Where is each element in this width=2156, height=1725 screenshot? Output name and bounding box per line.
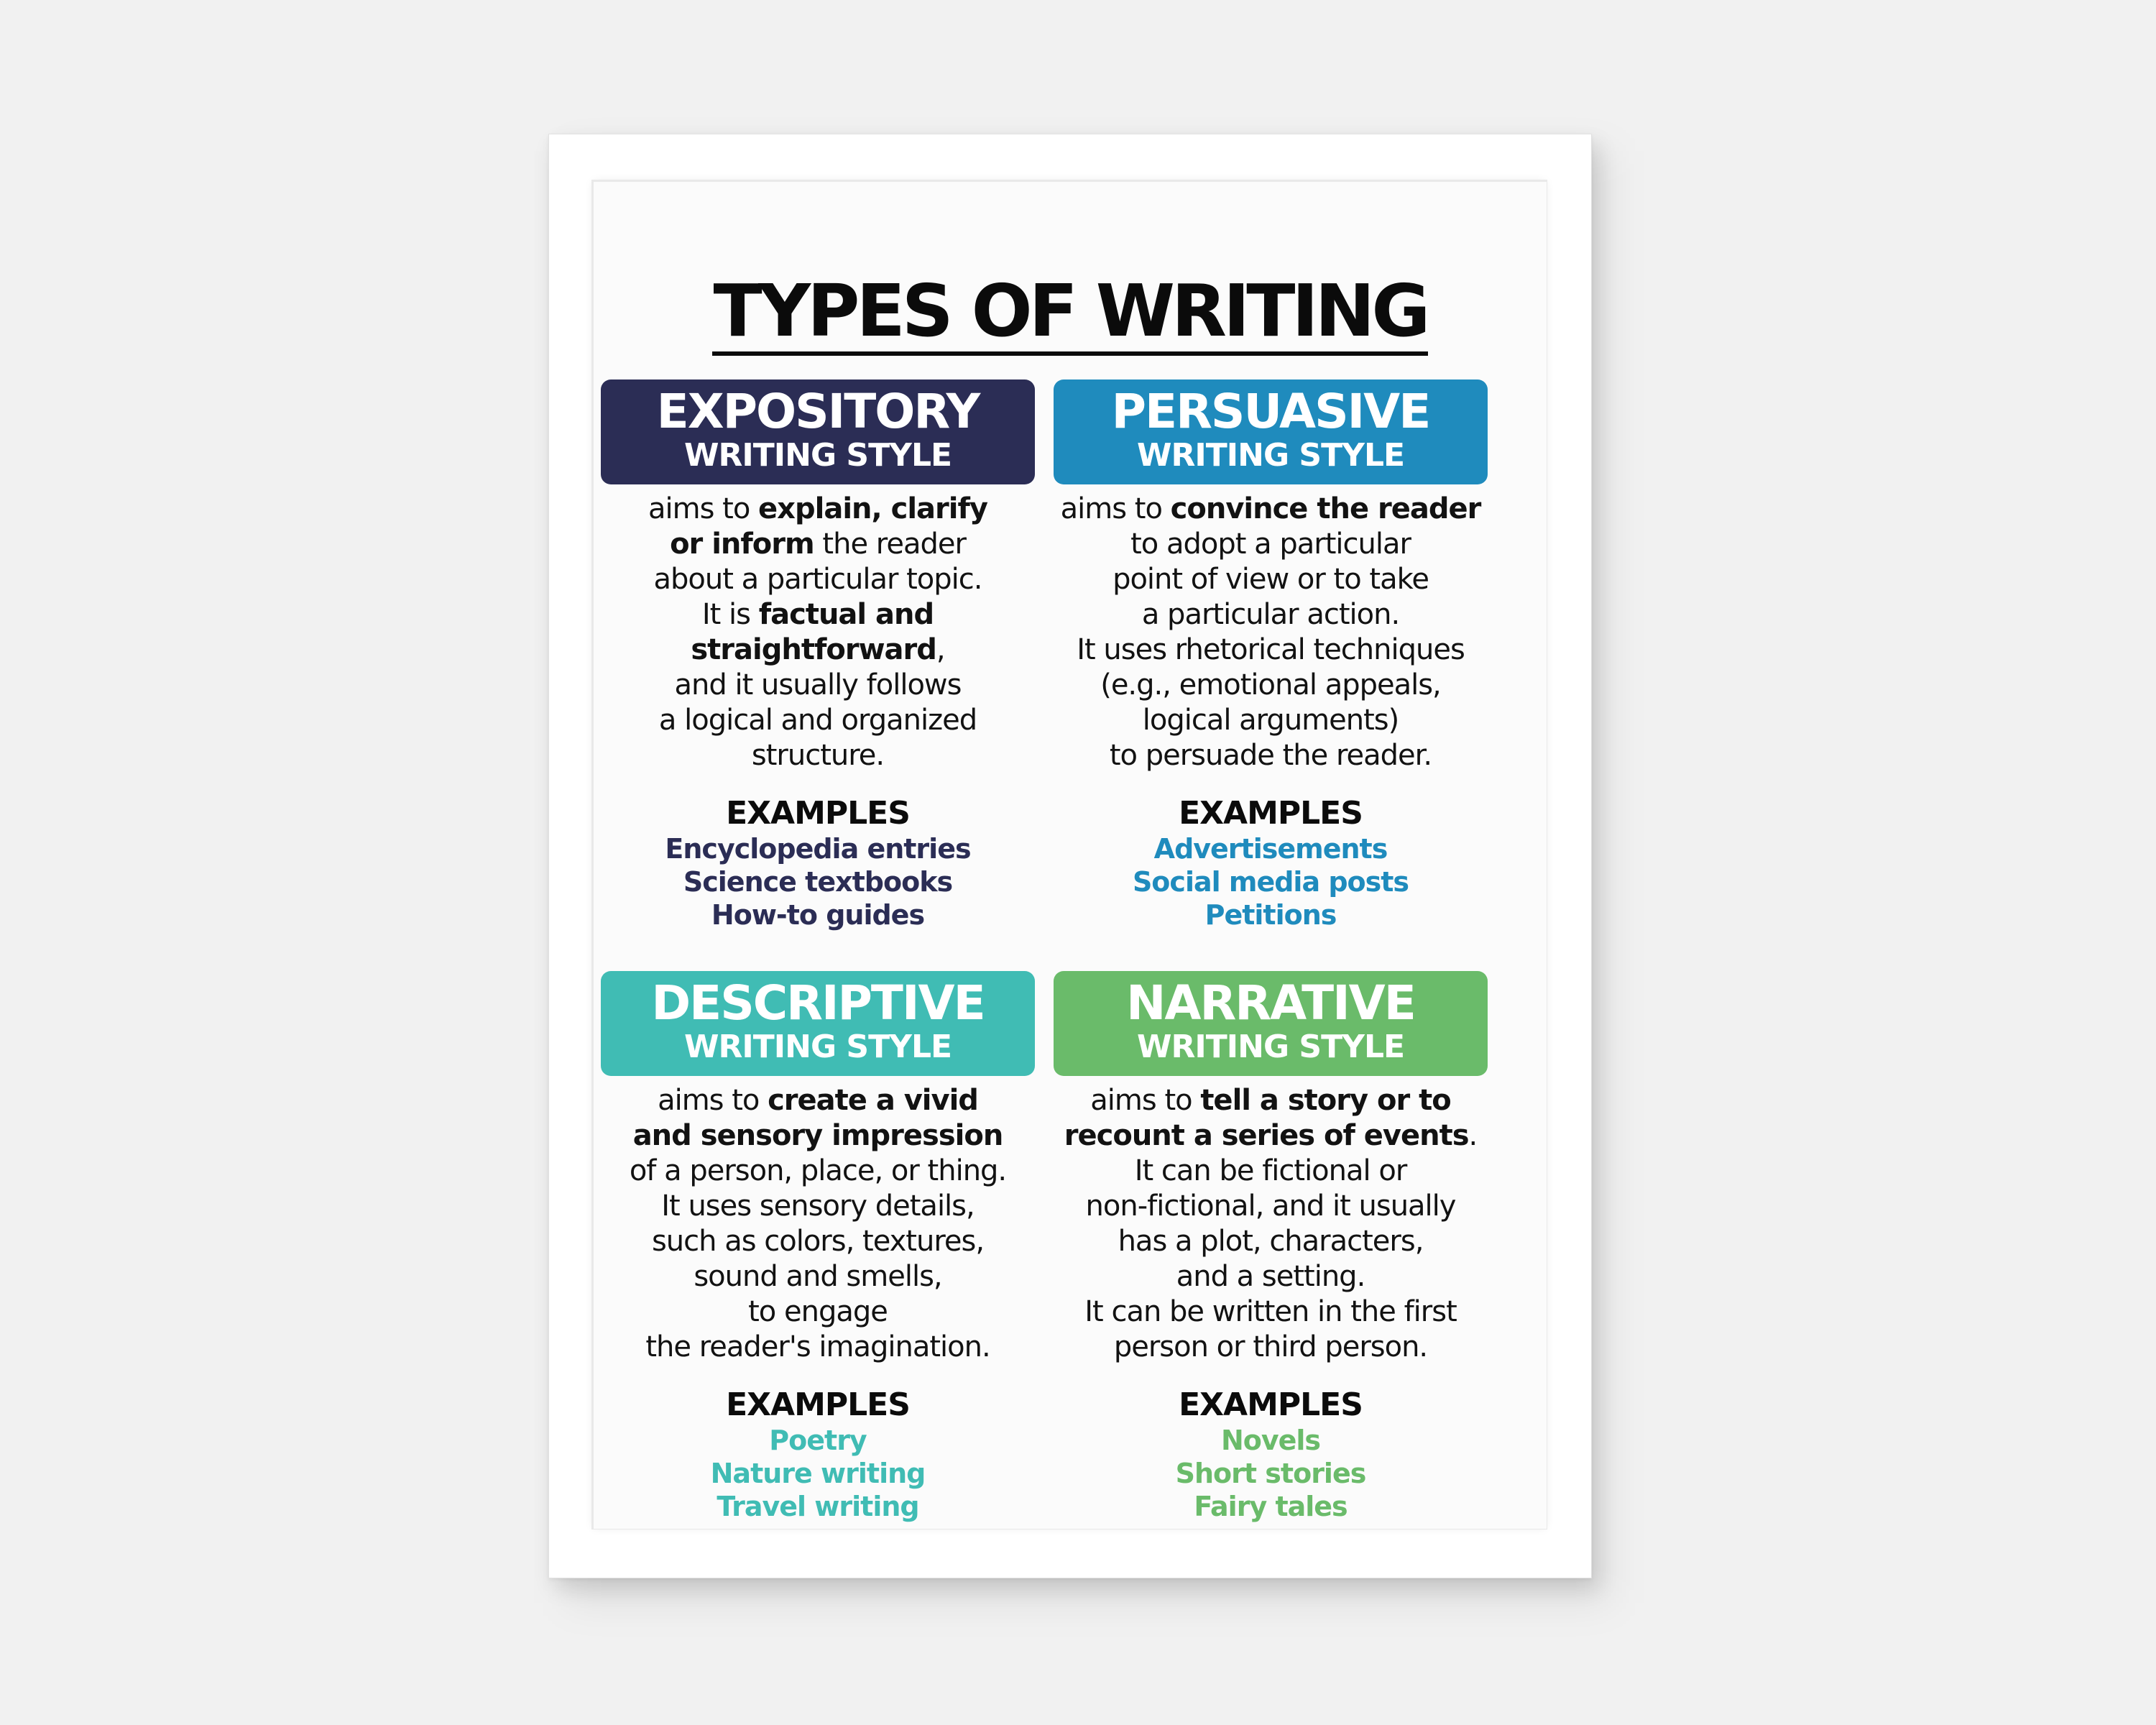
description-text: to persuade the reader. [1109,739,1432,772]
style-subtitle: WRITING STYLE [1136,1029,1405,1065]
example-item: Travel writing [717,1491,919,1522]
style-name: EXPOSITORY [656,384,980,439]
description-bold-text: factual and [758,598,934,631]
description-line [1054,668,1488,703]
examples-list [601,832,1035,932]
description-text: sound and smells, [694,1260,942,1293]
description-text: It can be written in the first [1084,1295,1457,1328]
style-name: PERSUASIVE [1111,384,1430,439]
description-text: It uses sensory details, [661,1190,975,1223]
example-item: Poetry [769,1425,867,1456]
example-item: Social media posts [1132,866,1409,898]
example-item: Encyclopedia entries [665,833,971,865]
example-item: Petitions [1204,899,1337,931]
description-line [1054,562,1488,597]
card-expository [601,380,1035,932]
description-text: It is [701,598,759,631]
description-line [1054,632,1488,668]
description-text: a logical and organized [658,704,977,737]
description-text: It can be fictional or [1134,1154,1407,1187]
description-line [601,1294,1035,1330]
examples-list [1054,832,1488,932]
description-line [601,1118,1035,1154]
picture-frame [548,134,1592,1578]
description-line [1054,492,1488,527]
description-line [1054,1294,1488,1330]
description-text: point of view or to take [1112,563,1429,596]
examples-heading: EXAMPLES [1179,1386,1363,1423]
description-text: the reader's imagination. [645,1330,990,1363]
description-text: . [1468,1119,1478,1152]
description-text: aims to [1060,492,1171,525]
description-text: It uses rhetorical techniques [1077,633,1465,666]
card-narrative [1054,971,1488,1523]
card-descriptive [601,971,1035,1523]
description-line [1054,1118,1488,1154]
description-text: , [936,633,945,666]
style-subtitle: WRITING STYLE [683,437,952,474]
description-line [601,1189,1035,1224]
description-bold-text: tell a story or to [1200,1084,1451,1117]
style-name: DESCRIPTIVE [651,975,985,1031]
description-bold-text: create a vivid [768,1084,978,1117]
style-banner [1054,971,1488,1076]
description-text: non-fictional, and it usually [1085,1190,1456,1223]
example-item: Science textbooks [683,866,953,898]
description-line [1054,703,1488,738]
description-line [601,597,1035,632]
style-description [1054,1083,1488,1365]
example-item: Novels [1220,1425,1321,1456]
description-line [601,703,1035,738]
description-line [601,632,1035,668]
poster-title-text: TYPES OF WRITING [712,274,1429,356]
description-line [1054,1330,1488,1365]
description-line [601,738,1035,773]
style-name: NARRATIVE [1126,975,1415,1031]
description-text: aims to [658,1084,768,1117]
description-text: (e.g., emotional appeals, [1100,668,1441,702]
description-text: and it usually follows [674,668,962,702]
description-line [1054,527,1488,562]
description-line [601,1224,1035,1259]
style-banner [1054,380,1488,484]
description-line [1054,1083,1488,1118]
description-text: the reader [814,528,966,561]
style-description [601,492,1035,773]
description-text: structure. [751,739,885,772]
description-text: aims to [1090,1084,1201,1117]
description-text: of a person, place, or thing. [629,1154,1007,1187]
description-line [601,668,1035,703]
poster-title [594,269,1547,356]
description-line [601,1083,1035,1118]
description-line [1054,1224,1488,1259]
description-line [1054,738,1488,773]
description-line [1054,1189,1488,1224]
examples-heading: EXAMPLES [726,1386,910,1423]
example-item: Fairy tales [1194,1491,1348,1522]
examples-list [1054,1424,1488,1523]
description-text: aims to [648,492,759,525]
description-text: logical arguments) [1142,704,1399,737]
examples-heading: EXAMPLES [726,795,910,832]
description-bold-text: explain, clarify [758,492,987,525]
style-banner [601,380,1035,484]
description-text: has a plot, characters, [1118,1225,1424,1258]
examples-heading: EXAMPLES [1179,795,1363,832]
description-bold-text: convince the reader [1170,492,1481,525]
description-text: about a particular topic. [653,563,982,596]
example-item: Advertisements [1153,833,1388,865]
example-item: How-to guides [711,899,925,931]
examples-list [601,1424,1035,1523]
description-text: to adopt a particular [1130,528,1411,561]
style-banner [601,971,1035,1076]
description-text: and a setting. [1176,1260,1365,1293]
description-bold-text: straightforward [691,633,936,666]
card-persuasive [1054,380,1488,932]
description-line [1054,1154,1488,1189]
description-line [601,1259,1035,1294]
description-bold-text: recount a series of events [1064,1119,1469,1152]
description-bold-text: or inform [670,528,814,561]
description-line [601,492,1035,527]
style-subtitle: WRITING STYLE [683,1029,952,1065]
style-description [601,1083,1035,1365]
description-text: to engage [748,1295,888,1328]
description-text: such as colors, textures, [651,1225,985,1258]
poster [594,182,1547,1529]
example-item: Short stories [1175,1458,1366,1489]
description-text: a particular action. [1141,598,1400,631]
description-line [601,1330,1035,1365]
description-line [1054,597,1488,632]
example-item: Nature writing [710,1458,926,1489]
description-text: person or third person. [1113,1330,1428,1363]
description-line [601,562,1035,597]
description-line [601,1154,1035,1189]
description-line [601,527,1035,562]
style-description [1054,492,1488,773]
style-subtitle: WRITING STYLE [1136,437,1405,474]
description-bold-text: and sensory impression [632,1119,1003,1152]
description-line [1054,1259,1488,1294]
